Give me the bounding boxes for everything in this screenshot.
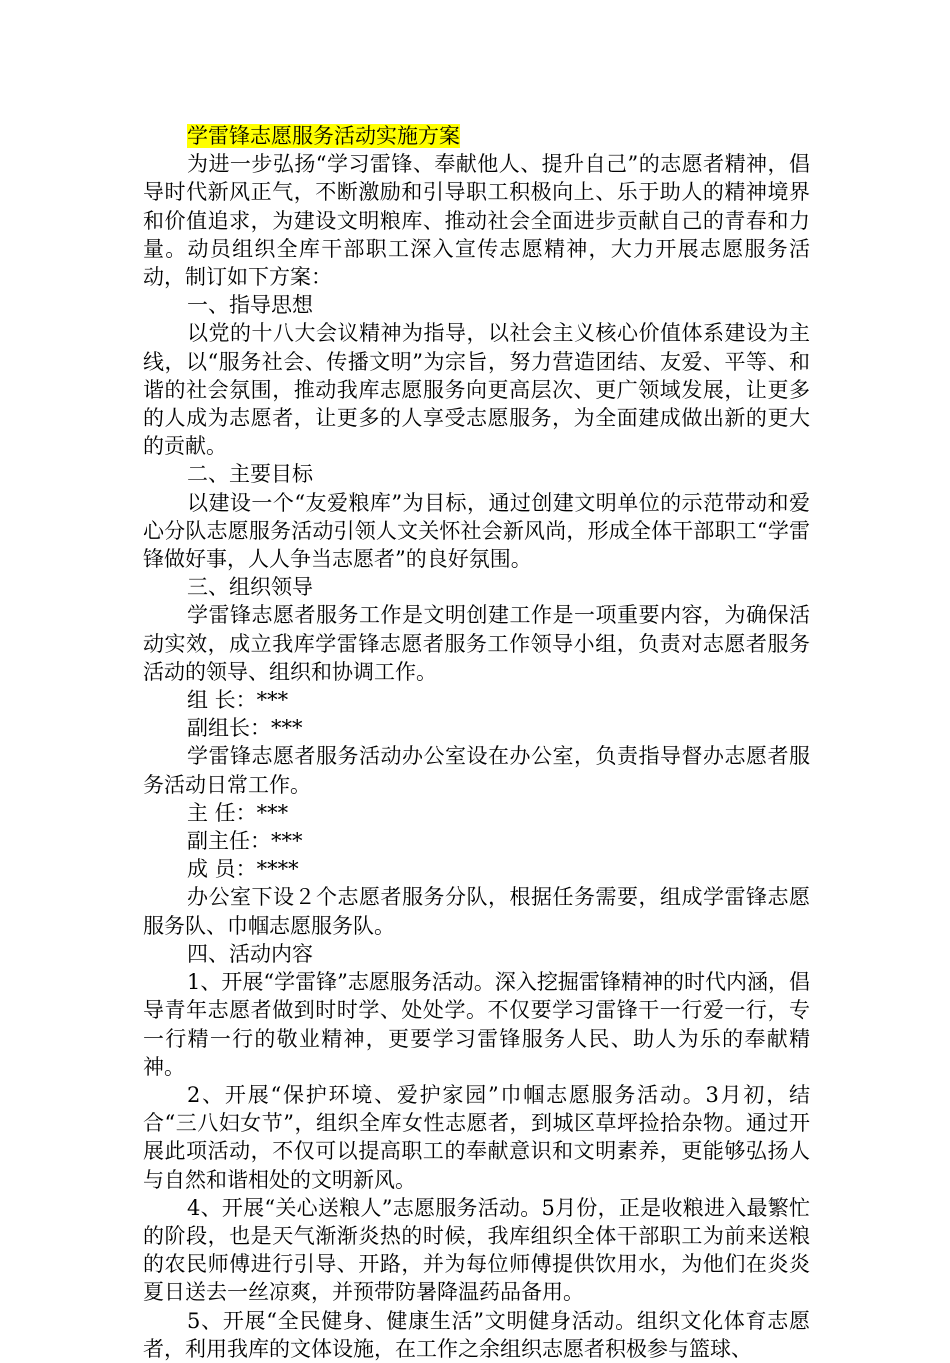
director-line: 主 任：***: [187, 800, 289, 825]
title-highlight: 学雷锋志愿服务活动实施方案: [187, 124, 460, 148]
organization-paragraph: 学雷锋志愿者服务工作是文明创建工作是一项重要内容，为确保活动实效，成立我库学雷锋志愿者服务工作领导小组，负责对志愿者服务活动的领导、组织和协调工作。: [143, 603, 810, 684]
activity-item-1: 1、开展“学雷锋”志愿服务活动。深入挖掘雷锋精神的时代内涵，倡导青年志愿者做到时时学、处处学。不仅要学习雷锋干一行爱一行，专一行精一行的敬业精神，更要学习雷锋服务人民、助人为乐的奉献精神。: [143, 970, 810, 1079]
intro-paragraph: 为进一步弘扬“学习雷锋、奉献他人、提升自己”的志愿者精神，倡导时代新风正气，不断激励和引导职工积极向上、乐于助人的精神境界和价值追求，为建设文明粮库、推动社会全面进步贡献自己的青春和力量。动员组织全库干部职工深入宣传志愿精神，大力开展志愿服务活动，制订如下方案：: [143, 152, 810, 290]
guiding-thought-paragraph: 以党的十八大会议精神为指导，以社会主义核心价值体系建设为主线，以“服务社会、传播文明”为宗旨，努力营造团结、友爱、平等、和谐的社会氛围，推动我库志愿服务向更高层次、更广领域发展，让更多的人成为志愿者，让更多的人享受志愿服务，为全面建成做出新的更大的贡献。: [143, 321, 810, 459]
vice-director-line: 副主任：***: [187, 829, 303, 854]
activity-item-5: 5、开展“全民健身、健康生活”文明健身活动。组织文化体育志愿者，利用我库的文体设施，在工作之余组织志愿者积极参与篮球、: [143, 1308, 810, 1361]
section-heading-activities: 四、活动内容: [187, 941, 313, 966]
section-heading-organization: 三、组织领导: [187, 575, 313, 600]
section-heading-guiding-thought: 一、指导思想: [187, 293, 313, 318]
leader-line: 组 长：***: [187, 688, 289, 713]
vice-leader-line: 副组长：***: [187, 716, 303, 741]
teams-paragraph: 办公室下设２个志愿者服务分队，根据任务需要，组成学雷锋志愿服务队、巾帼志愿服务队。: [143, 885, 810, 938]
main-goal-paragraph: 以建设一个“友爱粮库”为目标，通过创建文明单位的示范带动和爱心分队志愿服务活动引领人文关怀社会新风尚，形成全体干部职工“学雷锋做好事，人人争当志愿者”的良好氛围。: [143, 490, 810, 572]
office-paragraph: 学雷锋志愿者服务活动办公室设在办公室，负责指导督办志愿者服务活动日常工作。: [143, 744, 810, 797]
document-page: [143, 122, 810, 1363]
document-title: [143, 122, 810, 150]
section-heading-main-goal: 二、主要目标: [187, 462, 313, 487]
members-line: 成 员：****: [187, 857, 299, 882]
activity-item-4: 4、开展“关心送粮人”志愿服务活动。5月份，正是收粮进入最繁忙的阶段，也是天气渐渐炎热的时候，我库组织全体干部职工为前来送粮的农民师傅进行引导、开路，并为每位师傅提供饮用水，为他们在炎炎夏日送去一丝凉爽，并预带防暑降温药品备用。: [143, 1195, 810, 1305]
activity-item-2: 2、开展“保护环境、爱护家园”巾帼志愿服务活动。3月初，结合“三八妇女节”，组织全库女性志愿者，到城区草坪捡拾杂物。通过开展此项活动，不仅可以提高职工的奉献意识和文明素养，更能够弘扬人与自然和谐相处的文明新风。: [143, 1082, 810, 1192]
